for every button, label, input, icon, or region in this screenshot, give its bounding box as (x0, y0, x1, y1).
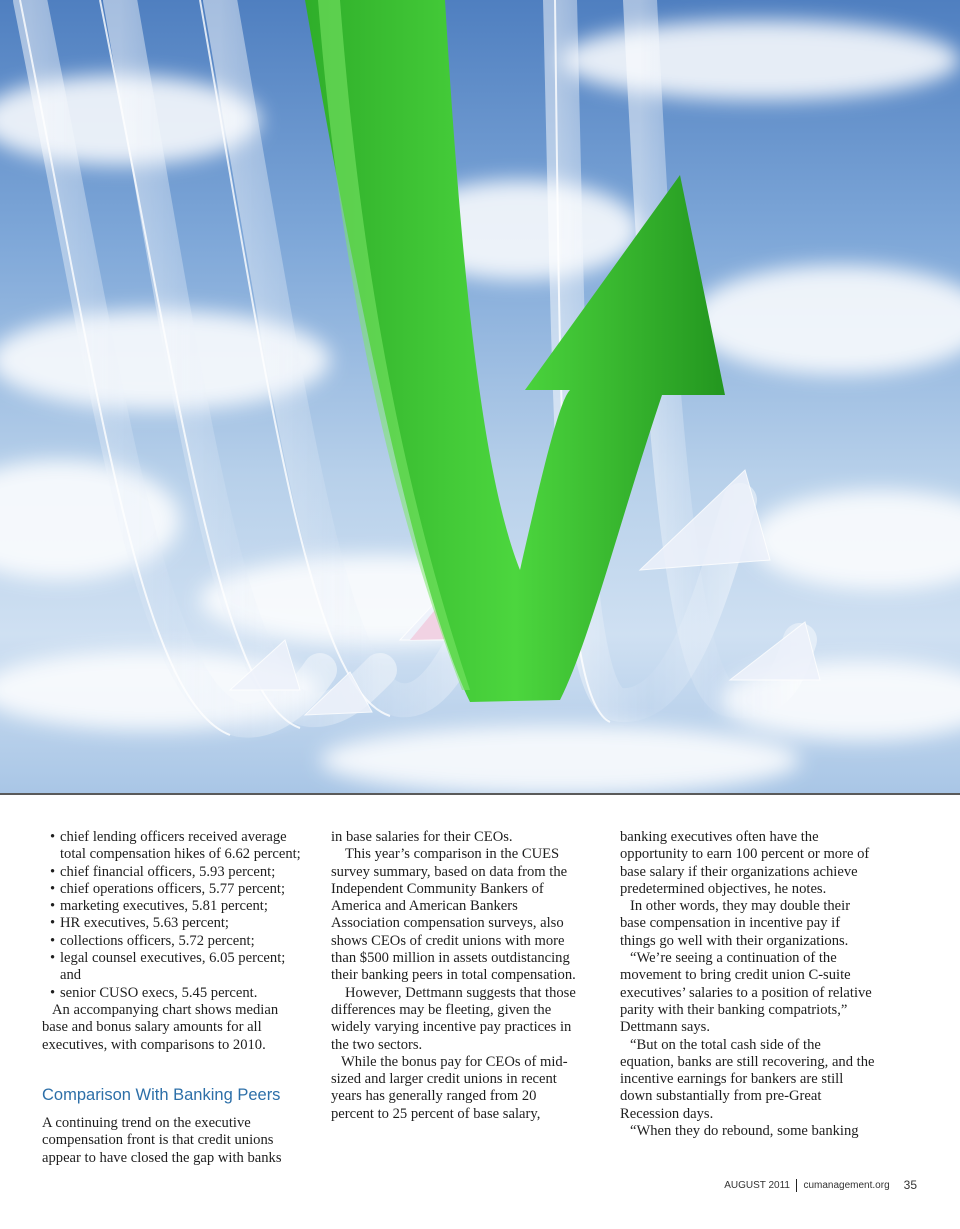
paragraph: banking executives often have the opportunity to earn 100 percent or more of base salary if their organizations achieve predetermined objectives, he notes. (620, 829, 870, 897)
section-heading: Comparison With Banking Peers (42, 1085, 281, 1104)
list-item: • collections officers, 5.72 percent; (52, 933, 304, 950)
paragraph: While the bonus pay for CEOs of mid-sized and larger credit unions in recent years has generally ranged from 20 percent to 25 percent of base salary, (331, 1053, 568, 1122)
list-item: • chief financial officers, 5.93 percent; (52, 864, 304, 881)
site-url: cumanagement.org (803, 1179, 890, 1191)
list-item: • marketing executives, 5.81 percent; (52, 898, 304, 915)
list-item: • legal counsel executives, 6.05 percent; and (52, 950, 304, 985)
list-item: • chief operations officers, 5.77 percent; (52, 881, 304, 898)
paragraph: An accompanying chart shows median base and bonus salary amounts for all executives, with comparisons to 2010. (42, 1001, 279, 1053)
paragraph: in base salaries for their CEOs. (331, 829, 513, 845)
page-number: 35 (903, 1178, 917, 1192)
paragraph: However, Dettmann suggests that those differences may be fleeting, given the widely varying incentive pay practices in the two sectors. (331, 984, 576, 1053)
list-item: • senior CUSO execs, 5.45 percent. (52, 985, 304, 1002)
column-3 (620, 829, 876, 1140)
bullet-list (42, 829, 304, 1002)
paragraph: In other words, they may double their base compensation in incentive pay if things go well with their organizations. (620, 898, 851, 949)
list-item: • chief lending officers received average total compensation hikes of 6.62 percent; (52, 829, 304, 864)
page-footer (724, 1178, 917, 1192)
issue-date: AUGUST 2011 (724, 1179, 790, 1191)
column-2 (331, 829, 577, 1123)
column-1 (42, 829, 304, 1167)
paragraph: “We’re seeing a continuation of the movement to bring credit union C-suite executives’ salaries to a position of relative parity with their banking compatriots,” Dettmann says. (620, 950, 872, 1036)
paragraph: This year’s comparison in the CUES survey summary, based on data from the Independent Community Bankers of America and American Bankers Association compensation surveys, also shows CEOs of credit unions with more than $500 million in assets outdistancing their banking peers in total compensation. (331, 846, 576, 984)
paragraph: “When they do rebound, some banking (630, 1123, 859, 1140)
footer-divider (796, 1179, 798, 1192)
paragraph: “But on the total cash side of the equation, banks are still recovering, and the incentive earnings for bankers are still down substantially from pre-Great Recession days. (620, 1036, 875, 1122)
list-item: • HR executives, 5.63 percent; (52, 915, 304, 932)
paragraph: A continuing trend on the executive compensation front is that credit unions appear to have closed the gap with banks (42, 1115, 282, 1166)
hero-divider (0, 793, 960, 795)
